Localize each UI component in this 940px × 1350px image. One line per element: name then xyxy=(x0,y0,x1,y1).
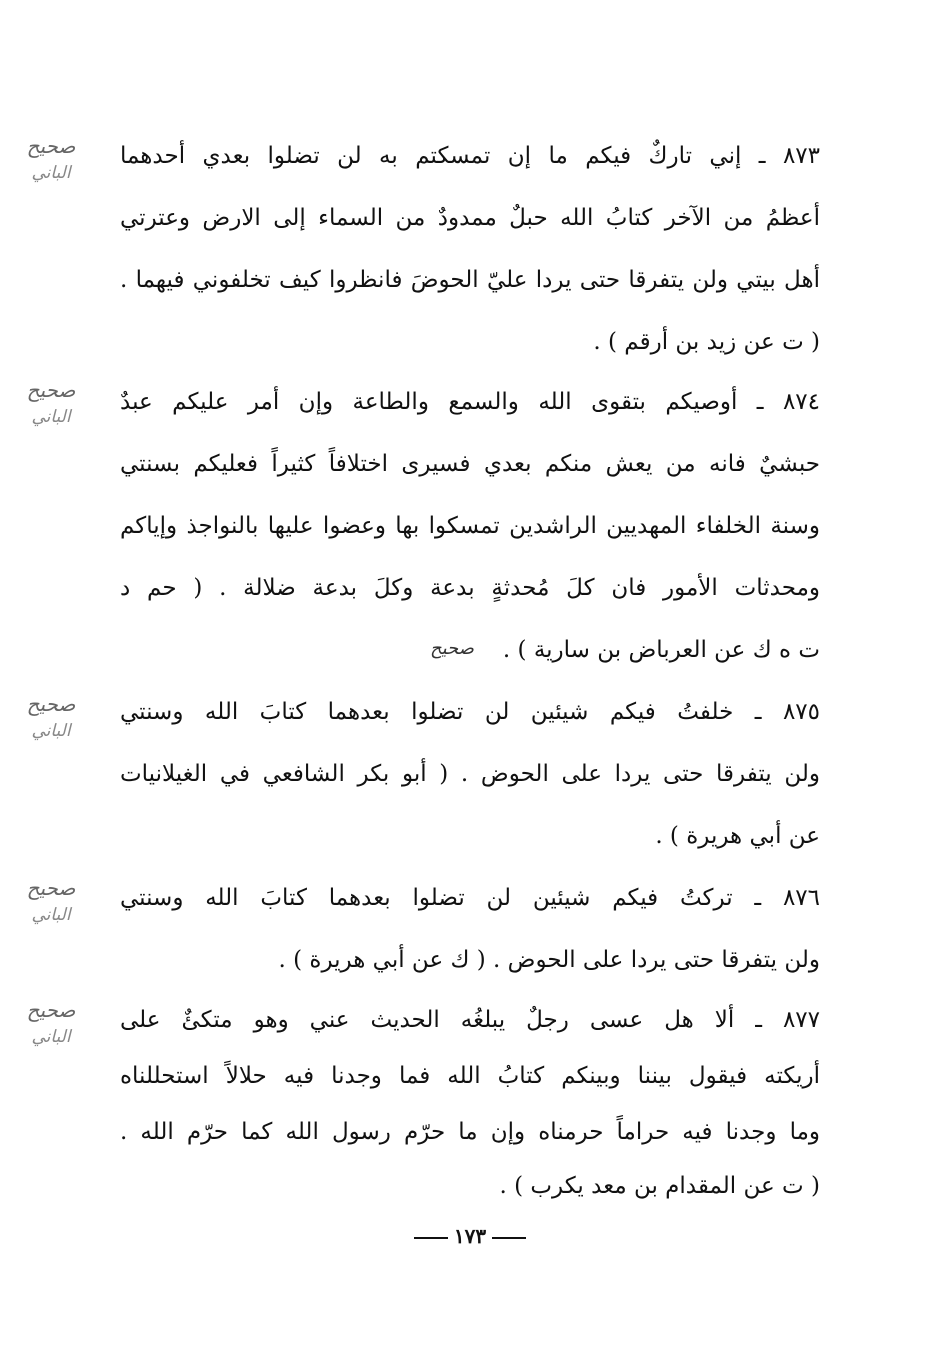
text-line: ٨٧٣ ـ إني تاركٌ فيكم ما إن تمسكتم به لن تضلوا بعدي أحدهما xyxy=(120,143,820,169)
text-line: ٨٧٤ ـ أوصيكم بتقوى الله والسمع والطاعة وإن أمر عليكم عبدٌ xyxy=(120,389,820,415)
text-line: وما وجدنا فيه حراماً حرمناه وإن ما حرّم رسول الله كما حرّم الله . xyxy=(120,1119,820,1145)
margin-note-line1: صحيح xyxy=(26,876,76,900)
text-line: أعظمُ من الآخر كتابُ الله حبلٌ ممدودٌ من السماء إلى الارض وعترتي xyxy=(120,205,820,231)
margin-note xyxy=(2,690,100,744)
text-line: ٨٧٧ ـ ألا هل عسى رجلٌ يبلغُه الحديث عني وهو متكئٌ على xyxy=(120,1007,820,1033)
page-number-dash xyxy=(492,1237,526,1239)
inline-grade-note: صحيح xyxy=(430,638,474,659)
citation-line: ( ت عن زيد بن أرقم ) . xyxy=(593,329,820,355)
margin-note-line1: صحيح xyxy=(26,692,76,716)
text-line: ولن يتفرقا حتى يردا على الحوض . ( أبو بكر الشافعي في الغيلانيات xyxy=(120,761,820,787)
margin-note xyxy=(2,874,100,928)
citation-line: ت ه ك عن العرباض بن سارية ) . xyxy=(502,637,820,663)
text-line: أريكته فيقول بيننا وبينكم كتابُ الله فما وجدنا فيه حلالاً استحللناه xyxy=(120,1063,820,1089)
margin-note xyxy=(2,376,100,430)
margin-note-line1: صحيح xyxy=(26,134,76,158)
page-number xyxy=(0,1224,940,1248)
margin-note-line1: صحيح xyxy=(26,998,76,1022)
page-number-dash xyxy=(414,1237,448,1239)
margin-note xyxy=(2,132,100,186)
margin-note xyxy=(2,996,100,1050)
page-number-value: ١٧٣ xyxy=(453,1224,487,1248)
text-line: ولن يتفرقا حتى يردا على الحوض . ( ك عن أبي هريرة ) . xyxy=(278,947,820,973)
margin-note-line2: الباني xyxy=(31,1027,71,1047)
text-line: وسنة الخلفاء المهديين الراشدين تمسكوا بها وعضوا عليها بالنواجذ وإياكم xyxy=(120,513,820,539)
text-line: حبشيٌ فانه من يعش منكم بعدي فسيرى اختلافاً كثيراً فعليكم بسنتي xyxy=(120,451,820,477)
margin-note-line2: الباني xyxy=(31,905,71,925)
margin-note-line1: صحيح xyxy=(26,378,76,402)
margin-note-line2: الباني xyxy=(31,163,71,183)
text-line: أهل بيتي ولن يتفرقا حتى يردا عليّ الحوضَ فانظروا كيف تخلفوني فيهما . xyxy=(120,267,820,293)
citation-line: ( ت عن المقدام بن معد يكرب ) . xyxy=(499,1173,820,1199)
citation-line: عن أبي هريرة ) . xyxy=(655,823,820,849)
text-line: ومحدثات الأمور فان كلَ مُحدثةٍ بدعة وكلَ بدعة ضلالة . ( حم د xyxy=(120,575,820,601)
text-line: ٨٧٥ ـ خلفتُ فيكم شيئين لن تضلوا بعدهما كتابَ الله وسنتي xyxy=(120,699,820,725)
text-line: ٨٧٦ ـ تركتُ فيكم شيئين لن تضلوا بعدهما كتابَ الله وسنتي xyxy=(120,885,820,911)
margin-note-line2: الباني xyxy=(31,407,71,427)
margin-note-line2: الباني xyxy=(31,721,71,741)
